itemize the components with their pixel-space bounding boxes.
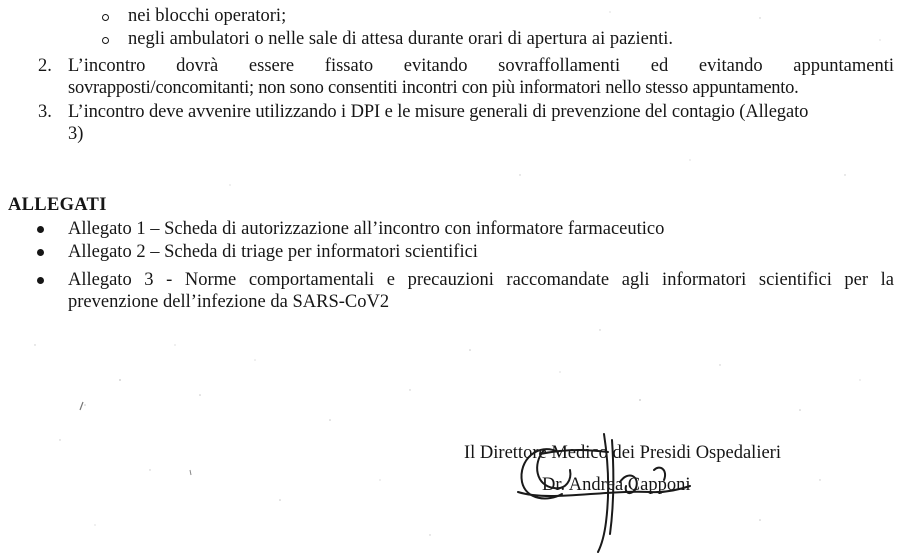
sub-bullet-icon: [102, 37, 109, 44]
bullet-icon: [37, 249, 44, 256]
bullet-icon: [37, 277, 44, 284]
signature-name: Dr. Andrea Capponi: [542, 475, 691, 495]
allegato-2: Allegato 2 – Scheda di triage per informatori scientifici: [68, 242, 478, 262]
allegato-3-line-1: Allegato 3 - Norme comportamentali e precauzioni raccomandate agli informatori scientifici per la: [68, 270, 894, 290]
bullet-icon: [37, 226, 44, 233]
signature-title: Il Direttore Medico dei Presidi Ospedalieri: [464, 443, 781, 463]
sub-item-ambulatori: negli ambulatori o nelle sale di attesa durante orari di apertura ai pazienti.: [128, 29, 674, 49]
allegati-heading: ALLEGATI: [8, 195, 107, 215]
item-2-line-2: sovrapposti/concomitanti; non sono consentiti incontri con più informatori nello stesso appuntamento.: [68, 78, 799, 98]
item-3-line-1: L’incontro deve avvenire utilizzando i DPI e le misure generali di prevenzione del contagio (Allegato: [68, 102, 809, 122]
item-3-line-2: 3): [68, 124, 84, 144]
allegato-3-line-2: prevenzione dell’infezione da SARS-CoV2: [68, 292, 390, 312]
sub-bullet-icon: [102, 14, 109, 21]
item-number: 2.: [38, 56, 52, 76]
item-2-line-1: L’incontro dovrà essere fissato evitando sovraffollamenti ed evitando appuntamenti: [68, 56, 894, 76]
handwritten-signature: [500, 430, 740, 554]
item-number: 3.: [38, 102, 52, 122]
sub-item-blocchi: nei blocchi operatori;: [128, 6, 287, 26]
allegato-1: Allegato 1 – Scheda di autorizzazione all’incontro con informatore farmaceutico: [68, 219, 665, 239]
